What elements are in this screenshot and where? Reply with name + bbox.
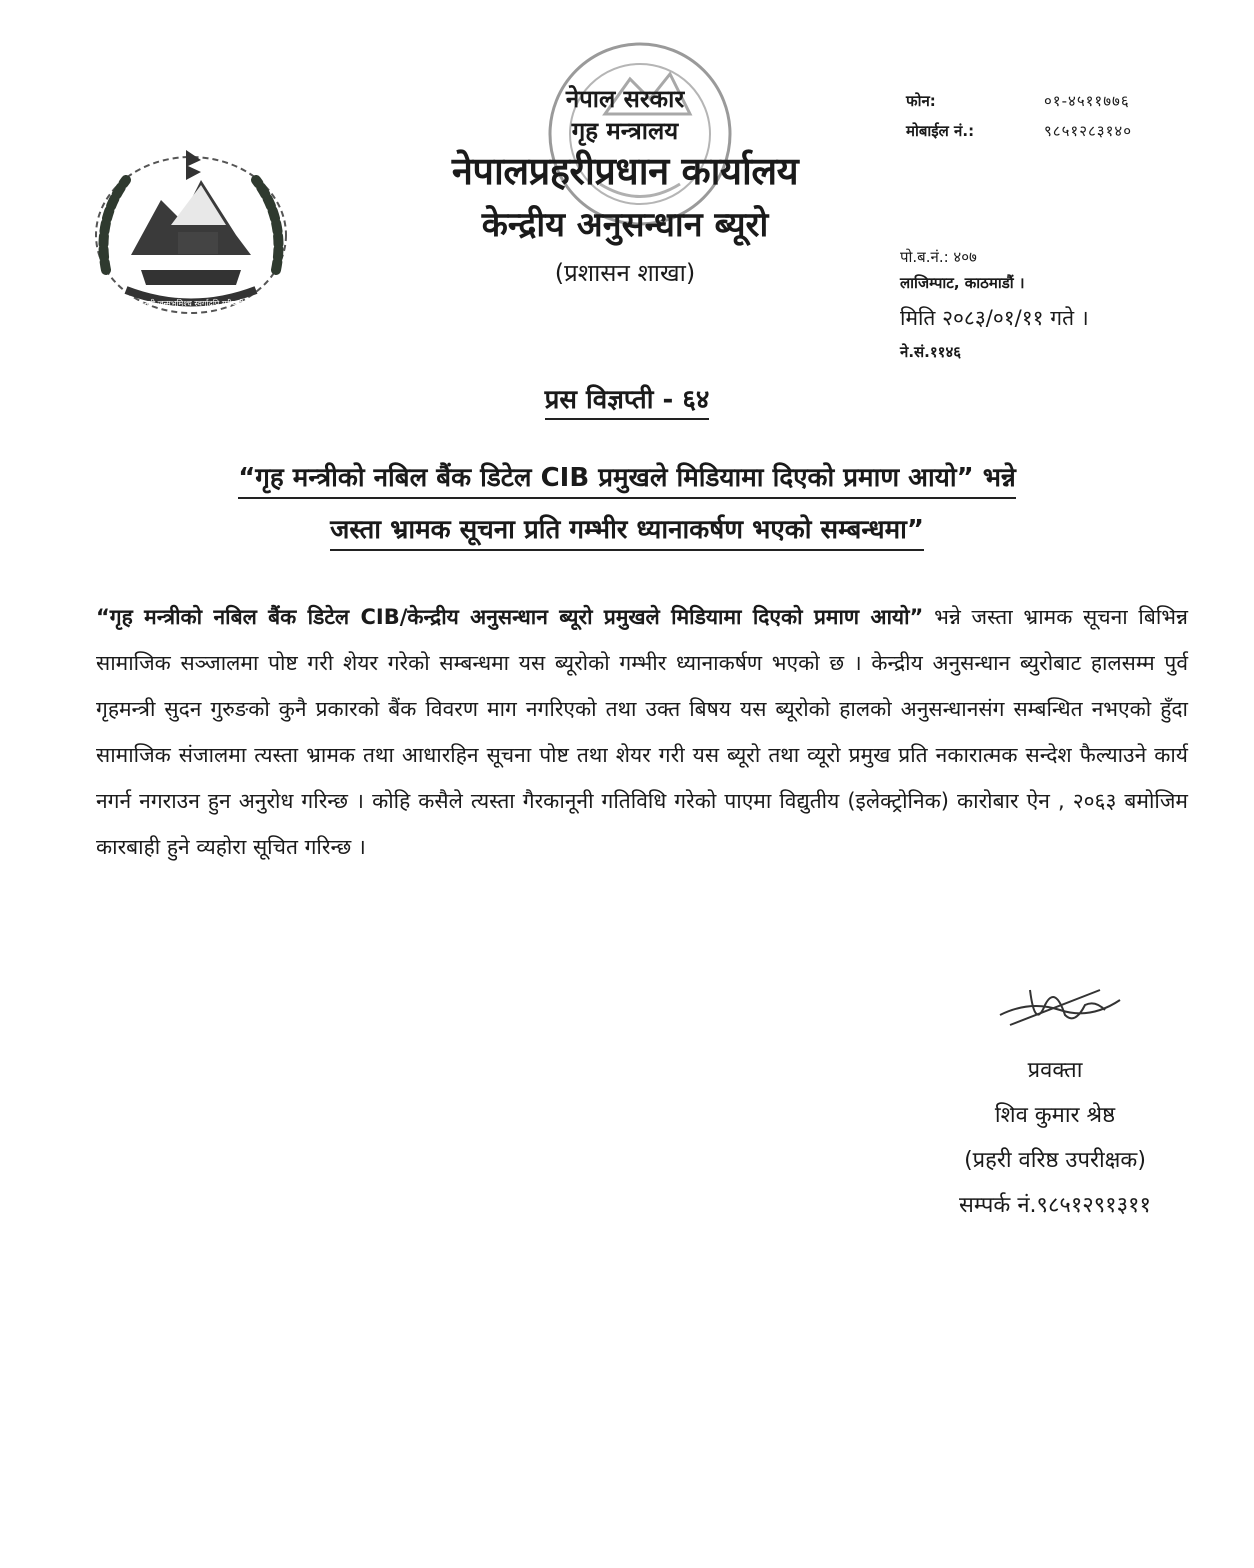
subject-line-1: “गृह मन्त्रीको नबिल बैंक डिटेल CIB प्रमुखले मिडियामा दिएको प्रमाण आयो” भन्ने	[238, 463, 1016, 499]
signatory-role: प्रवक्ता	[1027, 1058, 1083, 1083]
location: लाजिम्पाट, काठमाडौं ।	[900, 274, 1025, 292]
signatory-contact: सम्पर्क नं.९८५१२९१३११	[959, 1193, 1151, 1218]
address-block	[900, 244, 1025, 296]
ministry-name: गृह मन्त्रालय	[571, 117, 679, 145]
body-lead: “गृह मन्त्रीको नबिल बैंक डिटेल CIB/केन्द्रीय अनुसन्धान ब्यूरो प्रमुखले मिडियामा दिएको प्रमाण आयो”	[96, 605, 924, 629]
date: मिति २०८३/०१/११ गते ।	[900, 306, 1089, 330]
subject	[90, 452, 1164, 556]
signatory-rank: (प्रहरी वरिष्ठ उपरीक्षक)	[964, 1148, 1146, 1173]
signatory-name: शिव कुमार श्रेष्ठ	[994, 1103, 1116, 1128]
phone-value: ०१-४५११७७६	[1044, 92, 1130, 110]
office-name: नेपालप्रहरीप्रधान कार्यालय	[451, 149, 799, 193]
reference-number: ने.सं.११४६	[900, 343, 962, 361]
body-rest: भन्ने जस्ता भ्रामक सूचना बिभिन्न सामाजिक सञ्जालमा पोष्ट गरी शेयर गरेको सम्बन्धमा यस ब्यूरोको गम्भीर ध्यानाकर्षण भएको छ । केन्द्रीय अनुसन्धान ब्युरोबाट हालसम्म पुर्व गृहमन्त्री सुदन गुरुङको कुनै प्रकारको बैंक विवरण माग नगरिएको तथा उक्त बिषय यस ब्यूरोको हालको अनुसन्धानसंग सम्बन्धित नभएको हुँदा सामाजिक संजालमा त्यस्ता भ्रामक तथा आधारहिन सूचना पोष्ट तथा शेयर गरी यस ब्यूरो तथा व्यूरो प्रमुख प्रति नकारात्मक सन्देश फैल्याउने कार्य नगर्न नगराउन हुन अनुरोध गरिन्छ । कोहि कसैले त्यस्ता गैरकानूनी गतिविधि गरेको पाएमा विद्युतीय (इलेक्ट्रोनिक) कारोबार ऐन , २०६३ बमोजिम कारबाही हुने व्यहोरा सूचित गरिन्छ ।	[96, 605, 1189, 859]
body-paragraph	[96, 594, 1188, 870]
mobile-value: ९८५१२८३१४०	[1044, 122, 1133, 140]
government-name: नेपाल सरकार	[565, 85, 685, 113]
phone-label: फोन:	[906, 92, 936, 110]
signatory-block	[880, 1048, 1230, 1228]
phone-row	[906, 86, 1132, 116]
bureau-name: केन्द्रीय अनुसन्धान ब्यूरो	[481, 205, 769, 245]
press-release-title-text: प्रस विज्ञप्ती - ६४	[545, 385, 710, 420]
mobile-row	[906, 116, 1132, 146]
press-release-title	[0, 380, 1254, 416]
nepal-emblem-icon	[86, 140, 296, 320]
po-box: पो.ब.नं.: ४०७	[900, 248, 977, 266]
subject-line-2: जस्ता भ्रामक सूचना प्रति गम्भीर ध्यानाकर्षण भएको सम्बन्धमा”	[330, 515, 924, 551]
mobile-label: मोबाईल नं.:	[906, 122, 975, 140]
section-name: (प्रशासन शाखा)	[554, 259, 696, 287]
contact-block	[906, 86, 1132, 146]
svg-text:जननी जन्मभूमिश्च स्वर्गादपि गर: जननी जन्मभूमिश्च स्वर्गादपि गरीयसी	[138, 299, 244, 308]
signature-icon	[990, 970, 1130, 1040]
